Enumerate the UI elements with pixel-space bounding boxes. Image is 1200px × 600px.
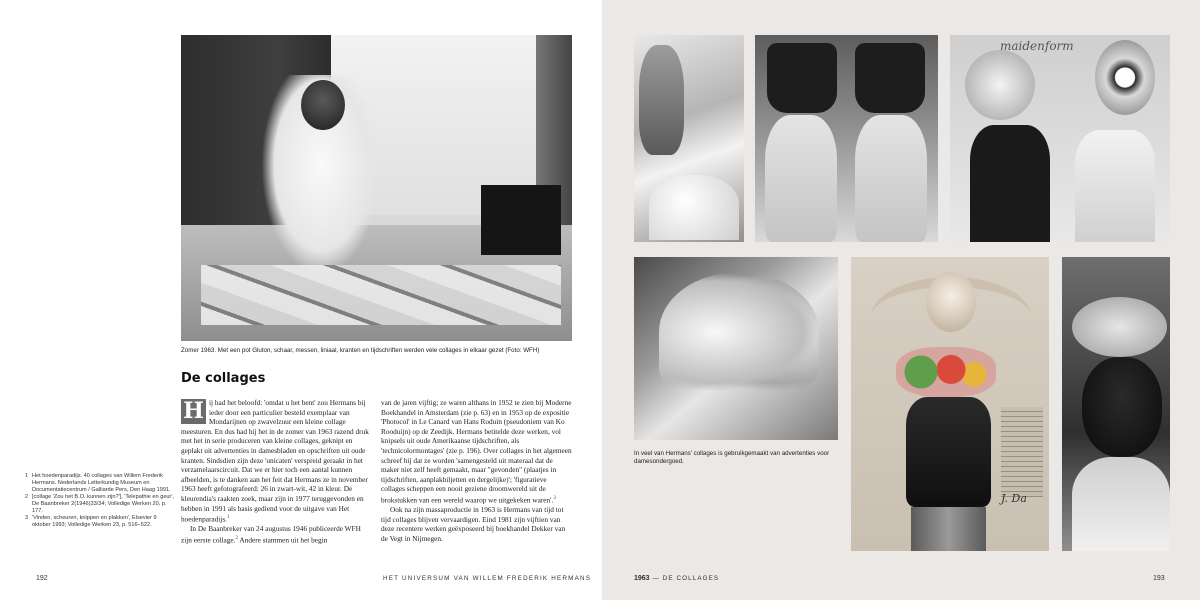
paragraph <box>181 524 371 545</box>
paragraph <box>381 398 572 505</box>
photo-suitcase <box>481 185 561 255</box>
collage-corset-figure <box>855 115 927 242</box>
collage-statue-head <box>639 45 684 155</box>
paragraph-text: In De Baanbreker van 24 augustus 1946 publiceerde WFH zijn eerste collage. <box>181 524 361 545</box>
collage-maidenform-logo: maidenform <box>1000 39 1074 53</box>
running-head-title: — DE COLLAGES <box>652 575 720 582</box>
footnote <box>25 494 175 515</box>
collage-statue-bra <box>634 35 744 242</box>
note-marker: 2 <box>235 535 238 541</box>
collage-hat-figure <box>1062 257 1170 551</box>
running-head-left: HET UNIVERSUM VAN WILLEM FREDERIK HERMANS <box>383 575 592 582</box>
collage-eye-head <box>1095 40 1155 115</box>
footnote-text: [collage 'Zou het B.O. kunnen zijn?'], 'Telepathie en geur', De Baanbreker 2(1946)33/34; Volledige Werken 20, p. 177. <box>32 494 175 514</box>
collage-signature: J. Da <box>1001 492 1027 505</box>
collage-white-slip <box>1075 130 1155 242</box>
collage-legs <box>911 507 986 551</box>
body-column-1 <box>181 398 371 545</box>
running-head-right <box>634 575 719 582</box>
footnote-number: 3 <box>25 515 29 521</box>
note-marker: 3 <box>553 495 556 501</box>
paragraph-text: Ook na zijn massaproductie in 1963 is Hermans van tijd tot tijd collages blijven vervaardigen. Eind 1981 zijn vijftien van deze recentere werken geëxposeerd bij boekhandel Dekker van de Vegt in Nijmegen. <box>381 504 566 543</box>
footnote <box>25 473 175 494</box>
paragraph <box>181 398 371 524</box>
collage-color-woman <box>851 257 1049 551</box>
paragraph-text: van de jaren vijftig; ze waren althans in 1952 te zien bij Moderne Boekhandel in Amsterdam (zie p. 63) en in 1953 op de expositie 'Photocol' in Le Canard van Hans Roduin (pseudoniem van Ko Rooduijn) op de Zeedijk. Hermans betitelde deze werken, vol knipsels uit oude Amerikaanse tijdschriften, als 'technicolormontages' (zie p. 196). Over collages in het algemeen schreef hij dat ze worden 'samengesteld uit materaal dat de maker niet zelf heeft gemaakt, maar "gevonden" (plaatjes in tijdschriften, aanplakbiljetten en dergelijke)'; 'figuratieve collages scheppen een nooit geziene droomwereld uit de brokstukken van een wereld waarop we uitgekeken waren'. <box>381 398 572 505</box>
footnote-text: 'Vinden, scheuren, knippen en plakken', Elsevier 9 oktober 1993; Volledige Werken 23, p. 516–522. <box>32 515 157 528</box>
collage-corset-figure <box>765 115 837 242</box>
collage-maidenform <box>950 35 1170 242</box>
collage-lingerie-closeup <box>634 257 838 440</box>
paragraph-text-tail: Andere stammen uit het begin <box>238 535 328 545</box>
collage-newsprint <box>1001 407 1043 497</box>
collage-girdle <box>906 397 991 507</box>
collage-dark-face <box>1082 357 1162 457</box>
collage-handbag-heads <box>755 35 938 242</box>
footnote <box>25 515 175 529</box>
note-marker: 1 <box>227 515 230 521</box>
paragraph-text: ij had het beloofd: 'omdat u het bent' zou Hermans bij ieder door een particulier besteld exemplaar van Mondarijnen op zwavelzuur een kleine collage meesturen. En dus had hij het in de zomer van 1963 razend druk met het in serie produceren van kleine collages, geknipt en geplakt uit advertenties in damesbladen en opschriften uit oude kranten. Sindsdien zijn deze 'unicaten' verspreid geraakt in het verzamelaarscircuit. Dat we er hier toch een aantal kunnen afbeelden, is te danken aan het feit dat Hermans ze in november 1963 heeft gefotografeerd: 26 in zwart-wit, 42 in kleur. De kleurendia's raakten zoek, maar zijn in 1977 teruggevonden en hebben in 1991 als basis gediend voor de uitgave van Het hoedenparadijs. <box>181 398 369 524</box>
collage-hat-head <box>965 50 1035 120</box>
photo-figure-head <box>301 80 345 130</box>
collage-collar <box>1072 457 1170 551</box>
collage-bra <box>649 175 739 240</box>
collage-caption: In veel van Hermans' collages is gebruikgemaakt van advertenties voor damesondergoed. <box>634 450 830 465</box>
main-photo-hermans-working <box>181 35 572 341</box>
page-number-right: 193 <box>1153 575 1165 582</box>
running-head-year: 1963 <box>634 575 650 582</box>
page-number-left: 192 <box>36 575 48 582</box>
collage-bra <box>659 272 819 392</box>
paragraph <box>381 505 572 543</box>
photo-caption: Zomer 1963. Met een pot Gluton, schaar, messen, liniaal, kranten en tijdschriften werden vele collages in elkaar gezet (Foto: WFH) <box>181 347 540 354</box>
collage-woman-head <box>926 272 976 332</box>
section-heading: De collages <box>181 371 266 386</box>
photo-papers <box>201 265 561 325</box>
collage-floral-bra <box>896 347 996 397</box>
collage-hat <box>1072 297 1167 357</box>
dropcap: H <box>181 399 206 424</box>
collage-handbag <box>855 43 925 113</box>
footnote-number: 1 <box>25 473 29 479</box>
footnote-text: Het hoedenparadijs. 40 collages van Willem Frederik Hermans. Nederlands Letterkundig Museum en Documentatiecentrum / Galliarde Pers, Den Haag 1991. <box>32 473 171 493</box>
body-column-2 <box>381 398 572 543</box>
footnotes <box>25 473 175 529</box>
collage-handbag <box>767 43 837 113</box>
collage-black-dress <box>970 125 1050 242</box>
footnote-number: 2 <box>25 494 29 500</box>
